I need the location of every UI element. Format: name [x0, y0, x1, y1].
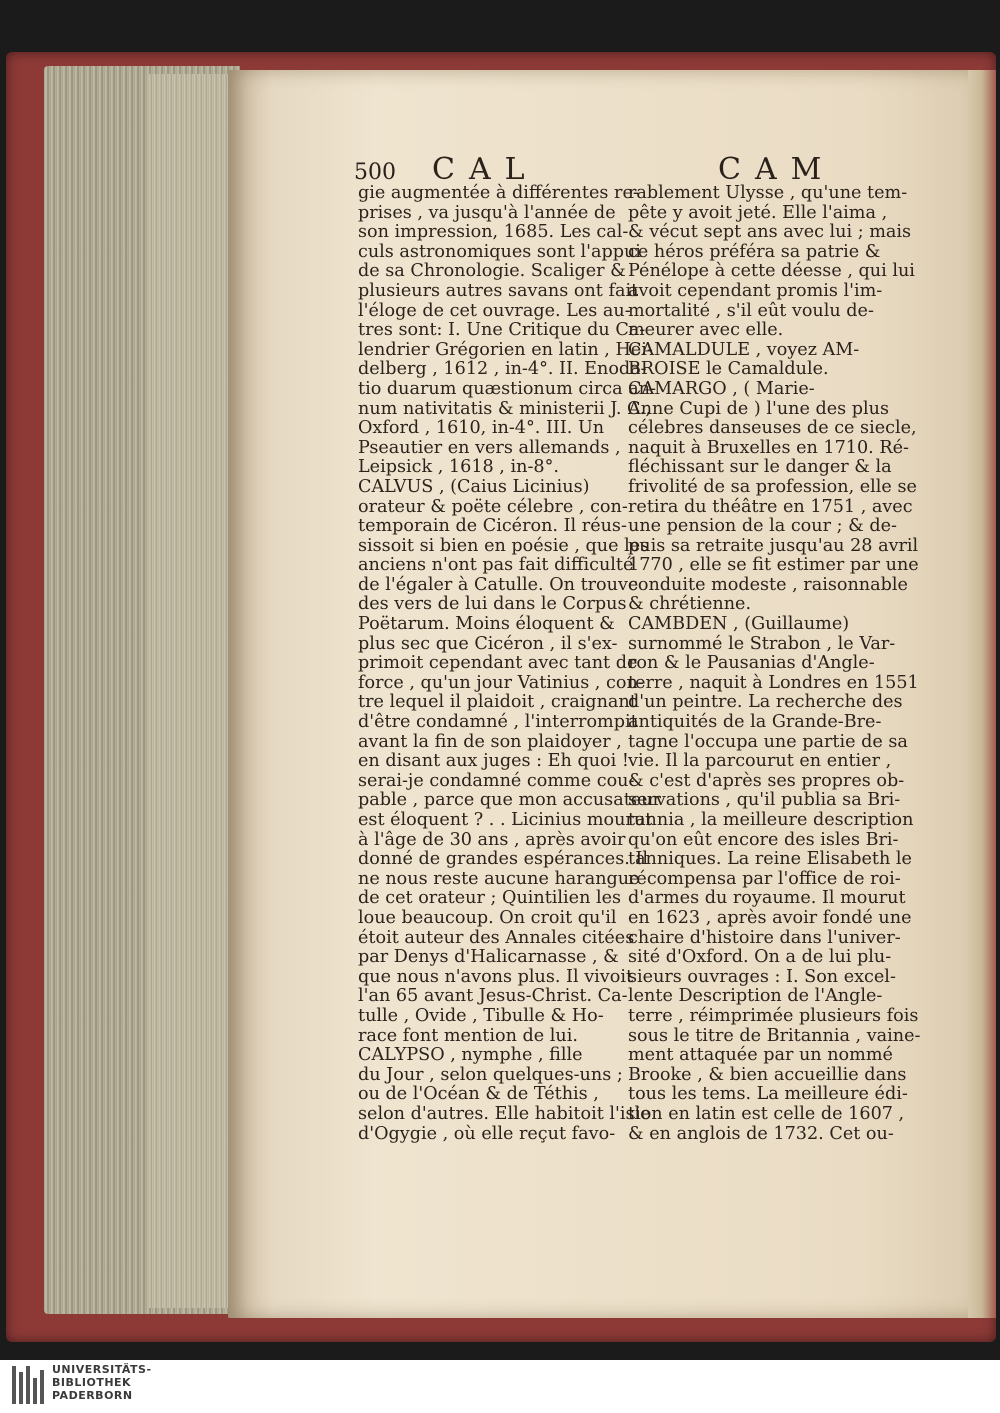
text-line: ron & le Pausanias d'Angle-	[628, 653, 875, 674]
page-number: 500	[354, 160, 396, 185]
text-line: Pénélope à cette déesse , qui lui	[628, 261, 915, 282]
text-line: retira du théâtre en 1751 , avec	[628, 496, 913, 517]
text-line: BROISE le Camaldule.	[628, 359, 829, 380]
text-line: ce héros préféra sa patrie &	[628, 241, 881, 262]
text-line: plusieurs autres savans ont fait	[358, 280, 639, 301]
text-line: chaire d'histoire dans l'univer-	[628, 927, 901, 948]
text-line: prises , va jusqu'à l'année de	[358, 202, 616, 223]
text-line: pable , parce que mon accusateur	[358, 790, 661, 811]
text-line: tanniques. La reine Elisabeth le	[628, 849, 912, 870]
text-line: avant la fin de son plaidoyer ,	[358, 731, 622, 752]
text-line: de cet orateur ; Quintilien les	[358, 888, 622, 909]
text-line: des vers de lui dans le Corpus	[358, 594, 627, 615]
library-name-line3: PADERBORN	[52, 1389, 133, 1402]
text-line: & en anglois de 1732. Cet ou-	[628, 1123, 894, 1144]
text-line: Leipsick , 1618 , in-8°.	[358, 457, 559, 478]
text-line: donné de grandes espérances. Il	[358, 849, 648, 870]
text-line: plus sec que Cicéron , il s'ex-	[358, 633, 618, 654]
text-line: pête y avoit jeté. Elle l'aima ,	[628, 202, 888, 223]
text-line: servations , qu'il publia sa Bri-	[628, 790, 901, 811]
text-line: antiquités de la Grande-Bre-	[628, 712, 882, 733]
text-line: conduite modeste , raisonnable	[628, 574, 908, 595]
text-line: Brooke , & bien accueillie dans	[628, 1064, 907, 1085]
text-line: vie. Il la parcourut en entier ,	[628, 751, 892, 772]
text-line: tio duarum quæstionum circa an-	[358, 378, 656, 399]
text-line: culs astronomiques sont l'appui	[358, 241, 641, 262]
text-line: anciens n'ont pas fait difficulté	[358, 555, 634, 576]
text-line: temporain de Cicéron. Il réus-	[358, 516, 627, 537]
text-line: ment attaquée par un nommé	[628, 1045, 893, 1066]
text-line: serai-je condamné comme cou-	[358, 770, 635, 791]
library-name-line2: BIBLIOTHEK	[52, 1376, 132, 1389]
text-line: force , qu'un jour Vatinius , con-	[358, 672, 644, 693]
text-line: Oxford , 1610, in-4°. III. Un	[358, 418, 605, 439]
text-line: puis sa retraite jusqu'au 28 avril	[628, 535, 919, 556]
text-line: son impression, 1685. Les cal-	[358, 222, 629, 243]
text-line: frivolité de sa profession, elle se	[628, 476, 917, 497]
text-line: orateur & poëte célebre , con-	[358, 496, 628, 517]
left-text-column	[358, 183, 661, 1144]
text-line: sité d'Oxford. On a de lui plu-	[628, 947, 892, 968]
page-edges-inner	[148, 74, 228, 1308]
text-line: meurer avec elle.	[628, 320, 784, 341]
text-line: delberg , 1612 , in-4°. II. Enoda-	[358, 359, 647, 380]
text-line: surnommé le Strabon , le Var-	[628, 633, 896, 654]
text-line: tion en latin est celle de 1607 ,	[628, 1103, 905, 1124]
text-line: ou de l'Océan & de Téthis ,	[358, 1084, 599, 1105]
text-line: l'an 65 avant Jesus-Christ. Ca-	[358, 986, 628, 1007]
running-head-left: CAL	[432, 152, 539, 187]
text-line: ne nous reste aucune harangue	[358, 868, 640, 889]
text-line: du Jour , selon quelques-uns ;	[358, 1064, 623, 1085]
text-line: terre , réimprimée plusieurs fois	[628, 1005, 919, 1026]
text-line: une pension de la cour ; & de-	[628, 516, 897, 537]
text-line: de l'égaler à Catulle. On trouve	[358, 574, 639, 595]
text-line: num nativitatis & ministerii J. C.,	[358, 398, 652, 419]
text-line: CALVUS , (Caius Licinius)	[358, 476, 590, 497]
text-line: à l'âge de 30 ans , après avoir	[358, 829, 626, 850]
text-line: d'armes du royaume. Il mourut	[628, 888, 906, 909]
text-line: race font mention de lui.	[358, 1025, 578, 1046]
text-line: naquit à Bruxelles en 1710. Ré-	[628, 437, 909, 458]
text-line: terre , naquit à Londres en 1551	[628, 672, 919, 693]
text-line: primoit cependant avec tant de	[358, 653, 638, 674]
text-line: qu'on eût encore des isles Bri-	[628, 829, 899, 850]
text-line: est éloquent ? . . Licinius mourut	[358, 810, 653, 830]
text-line: lente Description de l'Angle-	[628, 986, 883, 1007]
text-line: par Denys d'Halicarnasse , &	[358, 947, 619, 968]
text-line: CALYPSO , nymphe , fille	[358, 1045, 583, 1066]
text-line: Pseautier en vers allemands ,	[358, 437, 621, 458]
text-line: selon d'autres. Elle habitoit l'isle	[358, 1103, 651, 1124]
text-line: de sa Chronologie. Scaliger &	[358, 261, 626, 282]
text-line: CAMBDEN , (Guillaume)	[628, 614, 850, 635]
text-line: d'Ogygie , où elle reçut favo-	[358, 1123, 616, 1144]
text-line: rablement Ulysse , qu'une tem-	[628, 183, 908, 203]
text-line: CAMALDULE , voyez AM-	[628, 339, 860, 360]
text-line: sieurs ouvrages : I. Son excel-	[628, 966, 896, 987]
text-line: d'être condamné , l'interrompit	[358, 712, 638, 733]
text-line: sous le titre de Britannia , vaine-	[628, 1025, 921, 1046]
text-line: & vécut sept ans avec lui ; mais	[628, 222, 912, 243]
text-line: avoit cependant promis l'im-	[628, 280, 883, 301]
text-line: en disant aux juges : Eh quoi !	[358, 751, 629, 772]
text-line: CAMARGO , ( Marie-	[628, 378, 815, 399]
facing-page-edge	[968, 70, 996, 1318]
running-head-right: CAM	[718, 152, 836, 187]
text-line: d'un peintre. La recherche des	[628, 692, 903, 713]
text-line: sissoit si bien en poésie , que les	[358, 535, 650, 556]
library-name	[52, 1363, 152, 1402]
text-line: fléchissant sur le danger & la	[628, 457, 892, 478]
text-line: Poëtarum. Moins éloquent &	[358, 614, 615, 635]
text-line: célebres danseuses de ce siecle,	[628, 418, 917, 439]
text-line: & c'est d'après ses propres ob-	[628, 770, 905, 791]
text-line: tannia , la meilleure description	[628, 810, 914, 830]
text-line: gie augmentée à différentes re-	[358, 183, 639, 203]
text-line: l'éloge de cet ouvrage. Les au-	[358, 300, 631, 321]
text-line: 1770 , elle se fit estimer par une	[628, 555, 919, 576]
text-line: étoit auteur des Annales citées	[358, 927, 635, 948]
text-line: récompensa par l'office de roi-	[628, 868, 901, 889]
text-line: tre lequel il plaidoit , craignant	[358, 692, 637, 713]
text-line: lendrier Grégorien en latin , Hei-	[358, 339, 653, 360]
text-line: tous les tems. La meilleure édi-	[628, 1084, 908, 1105]
text-line: Anne Cupi de ) l'une des plus	[628, 398, 890, 419]
text-line: que nous n'avons plus. Il vivoit	[358, 966, 634, 987]
right-text-column	[628, 183, 921, 1144]
text-line: loue beaucoup. On croit qu'il	[358, 907, 617, 928]
text-line: tagne l'occupa une partie de sa	[628, 731, 908, 752]
text-line: mortalité , s'il eût voulu de-	[628, 300, 874, 321]
text-line: tulle , Ovide , Tibulle & Ho-	[358, 1005, 604, 1026]
text-line: tres sont: I. Une Critique du Ca-	[358, 320, 646, 341]
text-line: & chrétienne.	[628, 594, 752, 615]
library-logo-icon	[12, 1364, 46, 1406]
text-line: en 1623 , après avoir fondé une	[628, 907, 912, 928]
library-name-line1: UNIVERSITÄTS-	[52, 1363, 152, 1376]
